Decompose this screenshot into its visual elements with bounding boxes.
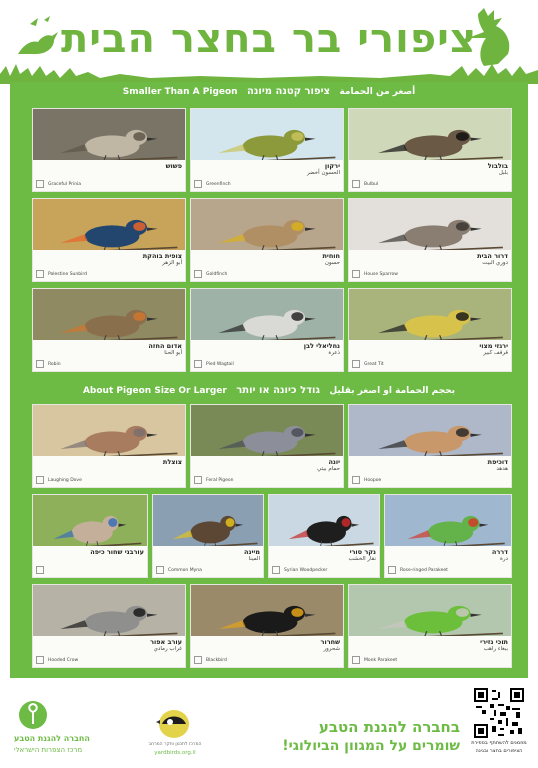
bird-name-hebrew: ירגזי מצוי [479,342,508,350]
bird-name-arabic: حمام بيتي [317,466,340,472]
bird-name-arabic: غراب رمادي [153,646,182,652]
bird-card-qr-icon [352,476,360,484]
bird-name-english: Feral Pigeon [206,478,234,483]
bird-name-hebrew: מיינה [244,548,260,556]
bird-card [348,288,512,372]
bird-card [348,584,512,668]
bird-name-hebrew: ירקון [324,162,340,170]
bird-caption [349,160,511,191]
section-small-ar: أصغر من الحمامة [339,87,416,97]
bird-card [32,198,186,282]
bird-card-qr-icon [36,270,44,278]
bird-card [32,108,186,192]
bird-card [32,494,148,578]
bird-name-hebrew: אדום החזה [148,342,182,350]
yardbirds-logo-small: המרכז לתכנון וחקר המרחב [148,742,202,747]
bird-card-qr-icon [352,270,360,278]
bird-caption [191,340,343,371]
bird-card [384,494,512,578]
bird-caption [269,546,379,577]
bird-name-hebrew: פשוש [165,162,182,170]
bird-caption [191,160,343,191]
bird-name-english: Hooded Crow [48,658,79,663]
bird-card [268,494,380,578]
section-large-en: About Pigeon Size Or Larger [82,386,227,396]
bird-caption [349,250,511,281]
grass-strip [0,62,538,84]
bird-name-hebrew: עורבני שחור כיפה [90,548,144,556]
bird-name-hebrew: יונה [328,458,340,466]
bird-card-qr-icon [272,566,280,574]
bird-name-english: Common Myna [168,568,202,573]
bird-name-arabic: نقار الخشب [348,556,376,562]
bird-card-qr-icon [352,656,360,664]
bird-card-qr-icon [352,180,360,188]
bird-caption [33,340,185,371]
bird-caption [153,546,263,577]
bird-name-arabic: ذعرة [328,350,340,356]
leaf-logo-icon [18,700,48,730]
slogan-line1: בחברה להגנת הטבע [318,718,460,736]
bird-caption [33,160,185,191]
bird-card-qr-icon [194,270,202,278]
yardbirds-url[interactable]: yardbirds.org.il [154,750,196,756]
bird-name-hebrew: דוכיפת [487,458,508,466]
bird-caption [191,250,343,281]
bird-name-hebrew: נקר סורי [349,548,376,556]
bird-name-arabic: أبو الزهر [162,260,182,266]
bird-name-english: Bulbul [364,182,379,187]
bird-name-hebrew: דרור הבית [477,252,508,260]
bird-name-hebrew: צוצלת [162,458,182,466]
bird-card-qr-icon [36,476,44,484]
bird-name-arabic: شحرور [323,646,340,652]
qr-caption-line2: הציפורים בחצר ובגינה [475,748,523,754]
bird-name-english: Blackbird [206,658,227,663]
bird-caption [33,456,185,487]
bird-card-qr-icon [194,656,202,664]
bird-card [190,108,344,192]
bird-name-arabic: ببغاء راهب [483,646,508,652]
qr-caption-line1: מוזמנים להשתתף בספירת [471,740,527,746]
bird-name-english: Syrian Woodpecker [284,568,328,573]
bird-name-arabic: بلبل [498,170,508,176]
bird-name-english: Greenfinch [206,182,231,187]
bird-card [190,584,344,668]
bird-name-english: Hoopoe [364,478,382,483]
bird-name-arabic: حسون [324,260,340,266]
bird-card-qr-icon [156,566,164,574]
bird-name-hebrew: חוחית [322,252,340,260]
bird-name-english: Robin [48,362,61,367]
bird-name-hebrew: צופית בוהקת [142,252,182,260]
org-logo-sub: מרכז הצפרות הישראלי [14,746,83,754]
bird-card [190,288,344,372]
bird-card [348,108,512,192]
slogan-line2: שומרים על המגוון הביולוגי! [282,738,460,754]
bird-name-english: Palestine Sunbird [48,272,87,277]
poster-title: ציפורי בר בחצר הבית [60,16,478,62]
bird-name-english: Great Tit [364,362,384,367]
bird-name-english: Laughing Dove [48,478,82,483]
qr-code[interactable] [474,688,524,738]
bird-card-qr-icon [388,566,396,574]
bird-name-arabic: قرقف كبير [483,350,508,356]
bird-name-hebrew: תוכי נזירי [480,638,508,646]
bird-name-english: Monk Parakeet [364,658,398,663]
bird-card-qr-icon [194,476,202,484]
bird-name-english: Goldfinch [206,272,228,277]
hoopoe-silhouette-icon [458,8,524,70]
bird-card-qr-icon [352,360,360,368]
bird-name-english: Graceful Prinia [48,182,82,187]
bird-caption [33,636,185,667]
bird-card [32,288,186,372]
bird-name-hebrew: שחרור [320,638,340,646]
section-small-he: ציפור קטנה מיונה [247,86,331,97]
bird-name-english: Pied Wagtail [206,362,234,367]
bird-name-hebrew: דררה [491,548,508,556]
bird-card [348,404,512,488]
bird-caption [385,546,511,577]
yardbirds-logo [140,708,210,760]
bird-name-english: Rose-ringed Parakeet [400,568,448,573]
bird-name-arabic: هدهد [496,466,508,472]
section-small-header [10,86,528,97]
org-logo [14,700,94,760]
bird-caption [191,456,343,487]
bird-card [32,584,186,668]
section-large-ar: بحجم الحمامة او اصغر بقليل [329,386,456,396]
section-large-he: גודל כיונה או יותר [236,385,320,396]
bird-card-qr-icon [36,656,44,664]
bird-card [152,494,264,578]
bird-caption [349,340,511,371]
bird-caption [349,636,511,667]
org-logo-text: החברה להגנת הטבע [14,734,90,743]
bird-card [32,404,186,488]
bird-name-arabic: المينا [248,556,260,562]
bird-caption [349,456,511,487]
bird-silhouette-left-icon [14,14,60,62]
bird-name-hebrew: בולבול [487,162,508,170]
bird-card [348,198,512,282]
bird-card [190,198,344,282]
bird-card-qr-icon [194,180,202,188]
bird-name-arabic: أبو الحنا [164,350,182,356]
section-small-en: Smaller Than A Pigeon [122,87,238,97]
bird-card-qr-icon [36,566,44,574]
bird-card-qr-icon [194,360,202,368]
bird-name-arabic: الحسون أخضر [306,170,340,176]
bird-card-qr-icon [36,180,44,188]
bird-name-english: House Sparrow [364,272,398,277]
bird-name-hebrew: עורב אפור [150,638,182,646]
bird-name-arabic: درة [500,556,508,562]
tit-bird-logo-icon [156,708,192,740]
section-large-header [10,385,528,396]
bird-card [190,404,344,488]
bird-caption [33,250,185,281]
bird-caption [191,636,343,667]
bird-name-arabic: دوري البيت [482,260,508,266]
bird-card-qr-icon [36,360,44,368]
bird-name-hebrew: נחליאלי לבן [303,342,340,350]
bird-caption [33,546,147,577]
